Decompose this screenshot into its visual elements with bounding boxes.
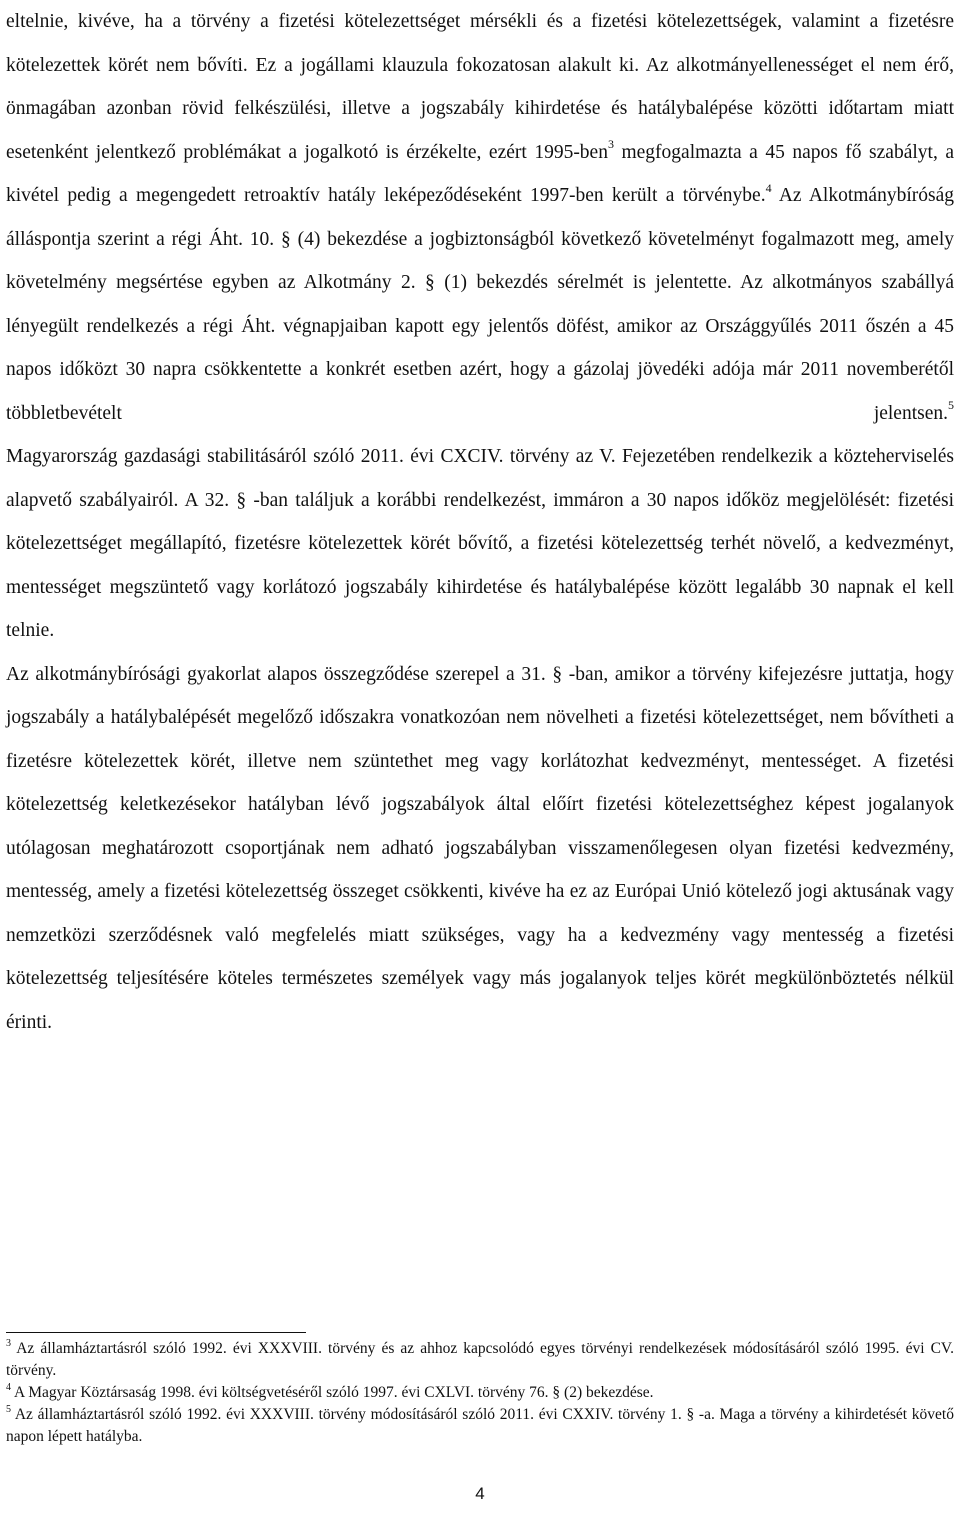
footnote-text: A Magyar Köztársaság 1998. évi költségvetéséről szóló 1997. évi CXLVI. törvény 76. § (2) bekezdése. bbox=[14, 1384, 654, 1401]
paragraph-1-part-b: megfogalmazta a 45 napos fő szabályt, a kivétel pedig a megengedett retroaktív hatály leképeződéseként 1997-ben került a törvénybe. bbox=[6, 141, 954, 206]
page-number: 4 bbox=[475, 1484, 485, 1503]
footnote-mark: 3 bbox=[6, 1337, 11, 1349]
footnote-text: Az államháztartásról szóló 1992. évi XXXVIII. törvény és az ahhoz kapcsolódó egyes törvényi rendelkezések módosításáról szóló 1995. évi CV. törvény. bbox=[6, 1340, 954, 1379]
footnote-5 bbox=[6, 1404, 954, 1448]
footnote-mark: 5 bbox=[6, 1403, 11, 1415]
paragraph-1-part-c: Az Alkotmánybíróság álláspontja szerint a régi Áht. 10. § (4) bekezdése a jogbiztonságból következő követelményt fogalmazott meg, amely követelmény megsértése egyben az Alkotmány 2. § (1) bekezdés sérelmét is jelentette. Az alkotmányos szabállyá lényegült rendelkezés a régi Áht. végnapjaiban kapott egy jelentős döfést, amikor az Országgyűlés 2011 őszén a 45 napos időközt 30 napra csökkentette a konkrét esetben azért, hogy a gázolaj jövedéki adója már 2011 novemberétől többletbevételt jelentsen. bbox=[6, 185, 954, 424]
footnote-ref-4[interactable]: 4 bbox=[765, 180, 772, 195]
footnote-ref-3[interactable]: 3 bbox=[607, 137, 614, 151]
footnote-ref-5[interactable]: 5 bbox=[948, 398, 954, 412]
paragraph-3: Az alkotmánybírósági gyakorlat alapos összegződése szerepel a 31. § -ban, amikor a törvény kifejezésre juttatja, hogy jogszabály a hatálybalépését megelőző időszakra vonatkozóan nem növelheti a fizetési kötelezettséget, nem bővítheti a fizetésre kötelezettek körét, illetve nem szüntethet meg vagy korlátozhat kedvezményt, mentességet. A fizetési kötelezettség keletkezésekor hatályban lévő jogszabályok által előírt fizetési kötelezettséghez képest jogalanyok utólagosan meghatározott csoportjának nem adható jogszabályban visszamenőlegesen olyan fizetési kedvezmény, mentesség, amely a fizetési kötelezettség összeget csökkenti, kivéve ha ez az Európai Unió kötelező jogi aktusának vagy nemzetközi szerződésnek való megfelelés miatt szükséges, vagy ha a kedvezmény vagy mentesség a fizetési kötelezettség teljesítésére köteles természetes személyek vagy más jogalanyok teljes körét megkülönböztetés nélkül érinti. bbox=[6, 663, 954, 1033]
footnote-3 bbox=[6, 1338, 954, 1382]
footnote-mark: 4 bbox=[6, 1381, 11, 1393]
paragraph-1 bbox=[6, 0, 954, 435]
footnotes bbox=[6, 1338, 954, 1448]
footnote-4 bbox=[6, 1382, 954, 1404]
paragraph-2: Magyarország gazdasági stabilitásáról szóló 2011. évi CXCIV. törvény az V. Fejezetében rendelkezik a közteherviselés alapvető szabályairól. A 32. § -ban találjuk a korábbi rendelkezést, immáron a 30 napos időköz megjelölését: fizetési kötelezettséget megállapító, fizetésre kötelezettek körét bővítő, a fizetési kötelezettség terhét növelő, a kedvezményt, mentességet megszüntető vagy korlátozó jogszabály kihirdetése és hatálybalépése között legalább 30 napnak el kell telnie. bbox=[6, 446, 954, 641]
body-text bbox=[6, 0, 954, 1044]
footnote-text: Az államháztartásról szóló 1992. évi XXXVIII. törvény módosításáról szóló 2011. évi CXXIV. törvény 1. § -a. Maga a törvény a kihirdetését követő napon lépett hatályba. bbox=[6, 1406, 954, 1445]
paragraph-1-part-a: eltelnie, kivéve, ha a törvény a fizetési kötelezettséget mérsékli és a fizetési kötelezettségek, valamint a fizetésre kötelezettek körét nem bővíti. Ez a jogállami klauzula fokozatosan alakult ki. Az alkotmányellenességet el nem érő, önmagában azonban rövid felkészülési, illetve a jogszabály kihirdetése és hatálybalépése közötti időtartam miatt esetenként jelentkező problémákat a jogalkotó is érzékelte, ezért 1995-ben bbox=[6, 11, 954, 163]
footnote-separator bbox=[6, 1332, 306, 1333]
